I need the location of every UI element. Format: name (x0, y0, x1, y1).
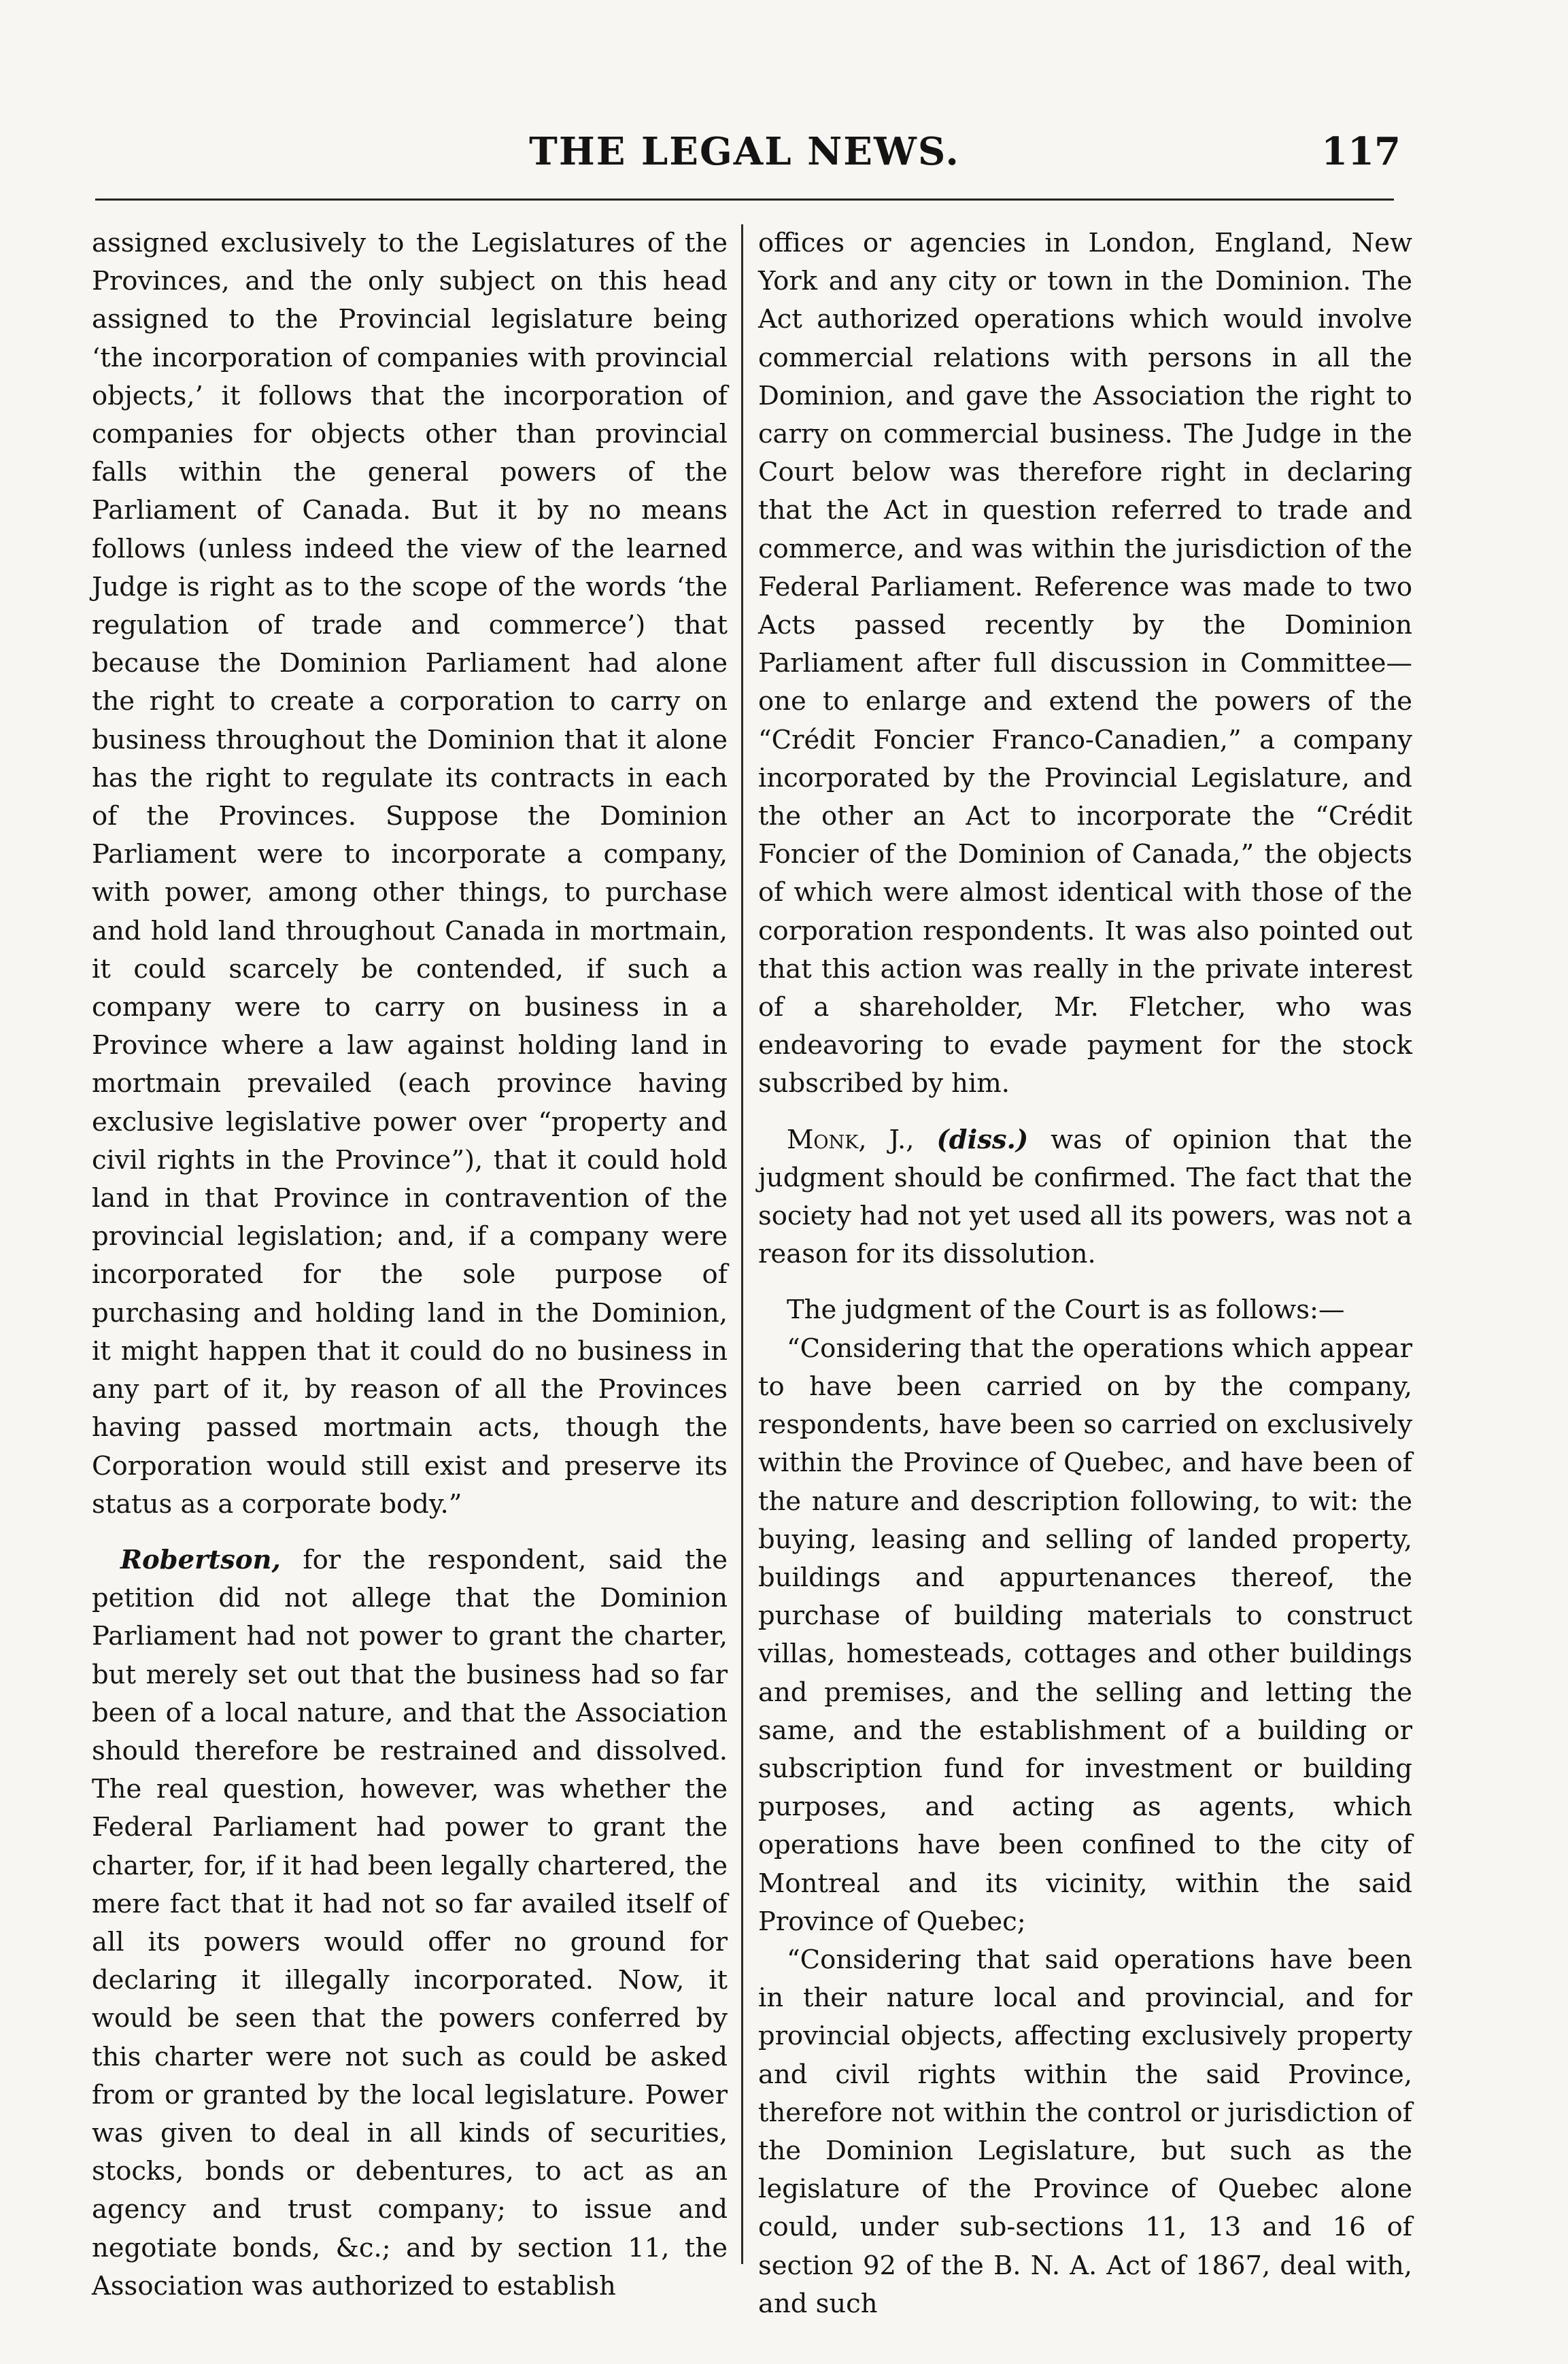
paragraph: offices or agencies in London, England, New York and any city or town in the Dominion. The Act authorized operations which would involve commercial relations with persons in all the Dominion, and gave the Association the right to carry on commercial business. The Judge in the Court below was therefore right in declaring that the Act in question referred to trade and commerce, and was within the jurisdiction of the Federal Parliament. Reference was made to two Acts passed recently by the Dominion Parliament after full discussion in Committee—one to enlarge and extend the powers of the “Crédit Foncier Franco-Canadien,” a company incorporated by the Provincial Legislature, and the other an Act to incorporate the “Crédit Foncier of the Dominion of Canada,” the objects of which were almost identical with those of the corporation respondents. It was also pointed out that this action was really in the private interest of a shareholder, Mr. Fletcher, who was endeavoring to evade payment for the stock subscribed by him. (758, 228, 1412, 1099)
paragraph-text: for the respondent, said the petition did not allege that the Dominion Parliament had not power to grant the charter, but merely set out that the business had so far been of a local nature, and that the Association should therefore be restrained and dissolved. The real question, however, was whether the Federal Parliament had power to grant the charter, for, if it had been legally chartered, the mere fact that it had not so far availed itself of all its powers would offer no ground for declaring it illegally incorporated. Now, it would be seen that the powers conferred by this charter were not such as could be asked from or granted by the local legislature. Power was given to deal in all kinds of securities, stocks, bonds or debentures, to act as an agency and trust company; to issue and negotiate bonds, &c.; and by section 11, the Association was authorized to establish (92, 1544, 728, 2301)
paragraph (92, 1541, 728, 2306)
paragraph (758, 1121, 1412, 1274)
journal-title: THE LEGAL NEWS. (529, 129, 960, 174)
column-divider (741, 224, 743, 2264)
left-column (92, 224, 728, 2306)
dissent-mark: (diss.) (936, 1124, 1029, 1155)
page-header (88, 129, 1401, 190)
judge-name: Monk, J., (787, 1124, 915, 1155)
speaker-name: Robertson, (120, 1544, 281, 1575)
page-number: 117 (1321, 129, 1401, 174)
paragraph: The judgment of the Court is as follows:— (787, 1295, 1345, 1326)
right-column (758, 224, 1412, 2323)
paragraph: “Considering that said operations have been in their nature local and provincial, and for provincial objects, affecting exclusively property and civil rights within the said Province, therefore not within the control or jurisdiction of the Dominion Legislature, but such as the legislature of the Province of Quebec alone could, under sub-sections 11, 13 and 16 of section 92 of the B. N. A. Act of 1867, deal with, and such (758, 1944, 1412, 2319)
paragraph: assigned exclusively to the Legislatures of the Provinces, and the only subject on this head assigned to the Provincial legislature being ‘the incorporation of companies with provincial objects,’ it follows that the incorporation of companies for objects other than provincial falls within the general powers of the Parliament of Canada. But it by no means follows (unless indeed the view of the learned Judge is right as to the scope of the words ‘the regulation of trade and commerce’) that because the Dominion Parliament had alone the right to create a corporation to carry on business throughout the Dominion that it alone has the right to regulate its contracts in each of the Provinces. Suppose the Dominion Parliament were to incorporate a company, with power, among other things, to purchase and hold land throughout Canada in mortmain, it could scarcely be contended, if such a company were to carry on business in a Province where a law against holding land in mortmain prevailed (each province having exclusive legislative power over “property and civil rights in the Province”), that it could hold land in that Province in contravention of the provincial legislation; and, if a company were incorporated for the sole purpose of purchasing and holding land in the Dominion, it might happen that it could do no business in any part of it, by reason of all the Provinces having passed mortmain acts, though the Corporation would still exist and preserve its status as a corporate body.” (92, 228, 728, 1520)
header-rule (95, 199, 1394, 201)
paragraph: “Considering that the operations which appear to have been carried on by the company, respondents, have been so carried on exclusively within the Province of Quebec, and have been of the nature and description following, to wit: the buying, leasing and selling of landed property, buildings and appurtenances thereof, the purchase of building materials to construct villas, homesteads, cottages and other buildings and premises, and the selling and letting the same, and the establishment of a building or subscription fund for investment or building purposes, and acting as agents, which operations have been confined to the city of Montreal and its vicinity, within the said Province of Quebec; (758, 1333, 1412, 1937)
paragraph-text: was of opinion that the judgment should be confirmed. The fact that the society had not yet used all its powers, was not a reason for its dissolution. (758, 1124, 1413, 1270)
